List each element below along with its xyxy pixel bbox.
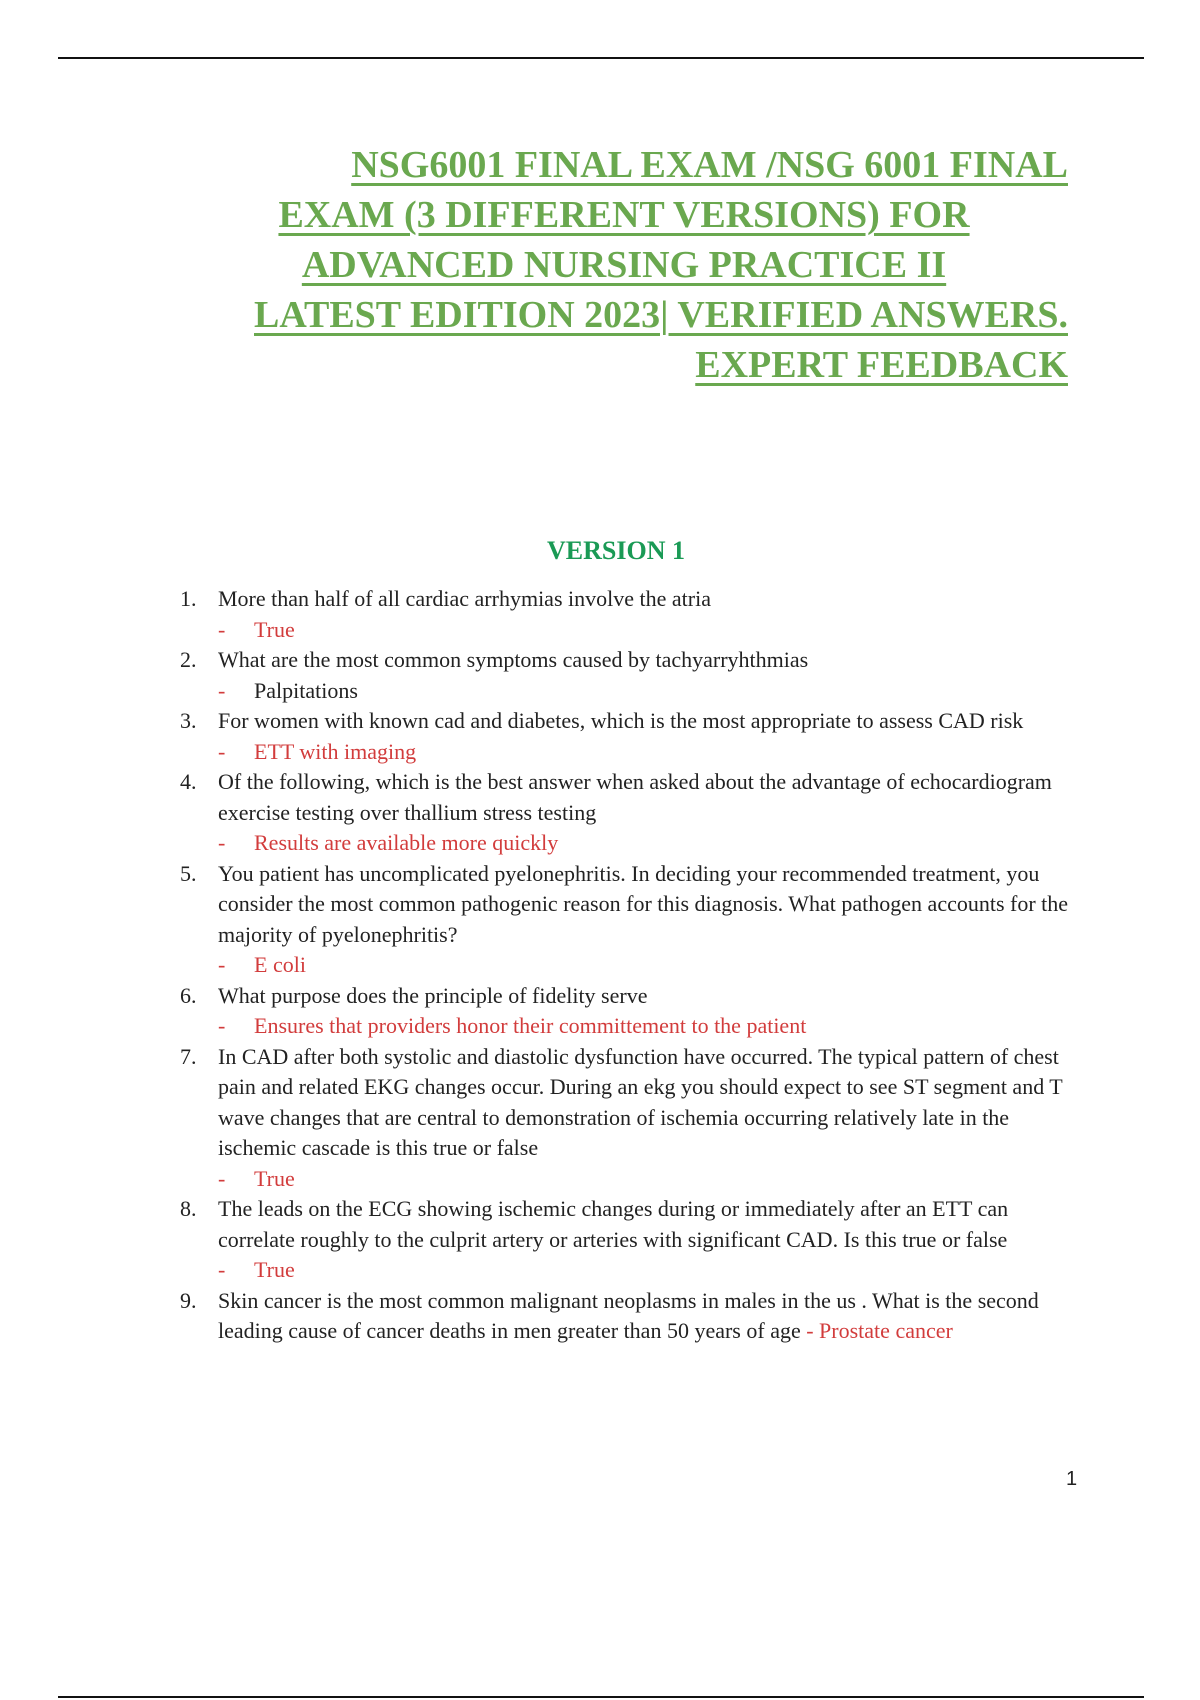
answer: [170, 1011, 1090, 1042]
question-text: For women with known cad and diabetes, which is the most appropriate to assess CAD risk: [218, 708, 1024, 733]
answer-text: Palpitations: [254, 677, 358, 703]
question-number: 8.: [180, 1196, 197, 1221]
answer-text: True: [254, 616, 295, 642]
title-line: ADVANCED NURSING PRACTICE II: [301, 244, 947, 286]
answer-text: Ensures that providers honor their committement to the patient: [254, 1013, 807, 1038]
answer-text: E coli: [254, 952, 306, 977]
answer-dash: -: [218, 830, 226, 855]
question-item: [170, 584, 1090, 645]
question-item: [170, 1286, 1090, 1347]
question-item: [170, 645, 1090, 706]
title-line: EXAM (3 DIFFERENT VERSIONS) FOR: [278, 194, 970, 236]
answer: [170, 828, 1090, 859]
answer-dash: -: [218, 952, 226, 977]
question-number: 7.: [180, 1043, 197, 1069]
answer: [170, 615, 1090, 646]
question-number: 4.: [180, 769, 197, 794]
title-line: NSG6001 FINAL EXAM /NSG 6001 FINAL: [351, 144, 1068, 186]
question-text: In CAD after both systolic and diastolic dysfunction have occurred. The typical pattern of chest pain and related EKG changes occur. During an ekg you should expect to see ST segment and T wave changes that are central to demonstration of ischemia occurring relatively late in the ischemic cascade is this true or false: [218, 1043, 1063, 1160]
title-line: EXPERT FEEDBACK: [695, 344, 1068, 386]
answer-dash: -: [218, 1013, 226, 1038]
answer-dash: -: [218, 1165, 226, 1191]
question-number: 6.: [180, 982, 197, 1008]
answer-dash: -: [218, 738, 226, 764]
answer: [170, 1164, 1090, 1195]
question-text: What purpose does the principle of fidelity serve: [218, 982, 648, 1008]
page-number: 1: [1066, 1468, 1078, 1490]
document-title: [180, 140, 1068, 390]
answer: [170, 676, 1090, 707]
answer-dash: -: [218, 677, 226, 703]
title-line: LATEST EDITION 2023| VERIFIED ANSWERS.: [254, 294, 1068, 336]
question-text: Skin cancer is the most common malignant neoplasms in males in the us . What is the second leading cause of cancer deaths in men greater than 50 years of age: [218, 1287, 1039, 1343]
question-item: [170, 1042, 1090, 1195]
bottom-rule: [58, 1696, 1144, 1698]
answer-dash: -: [218, 616, 226, 642]
question-text: The leads on the ECG showing ischemic changes during or immediately after an ETT can correlate roughly to the culprit artery or arteries with significant CAD. Is this true or false: [218, 1196, 1009, 1252]
inline-answer: - Prostate cancer: [806, 1318, 953, 1343]
question-item: [170, 981, 1090, 1042]
question-text: Of the following, which is the best answer when asked about the advantage of echocardiogram exercise testing over thallium stress testing: [218, 769, 1052, 825]
answer-text: True: [254, 1257, 295, 1282]
question-number: 9.: [180, 1287, 197, 1313]
question-text: What are the most common symptoms caused by tachyarryhthmias: [218, 647, 809, 672]
answer: [170, 737, 1090, 768]
version-heading: VERSION 1: [547, 536, 685, 565]
answer: [170, 1255, 1090, 1286]
question-number: 5.: [180, 860, 197, 886]
question-item: [170, 767, 1090, 859]
question-item: [170, 706, 1090, 767]
answer-text: True: [254, 1165, 295, 1191]
question-number: 2.: [180, 647, 197, 672]
question-list: [170, 584, 1090, 1347]
top-rule: [58, 57, 1144, 59]
question-item: [170, 859, 1090, 981]
answer-text: ETT with imaging: [254, 738, 417, 764]
question-number: 3.: [180, 708, 197, 733]
question-number: 1.: [180, 586, 197, 611]
answer-text: Results are available more quickly: [254, 830, 559, 855]
answer: [170, 950, 1090, 981]
answer-dash: -: [218, 1257, 226, 1282]
question-text: More than half of all cardiac arrhymias involve the atria: [218, 586, 711, 611]
question-text: You patient has uncomplicated pyelonephritis. In deciding your recommended treatment, you consider the most common pathogenic reason for this diagnosis. What pathogen accounts for the majority of pyelonephritis?: [218, 860, 1069, 947]
question-item: [170, 1194, 1090, 1286]
